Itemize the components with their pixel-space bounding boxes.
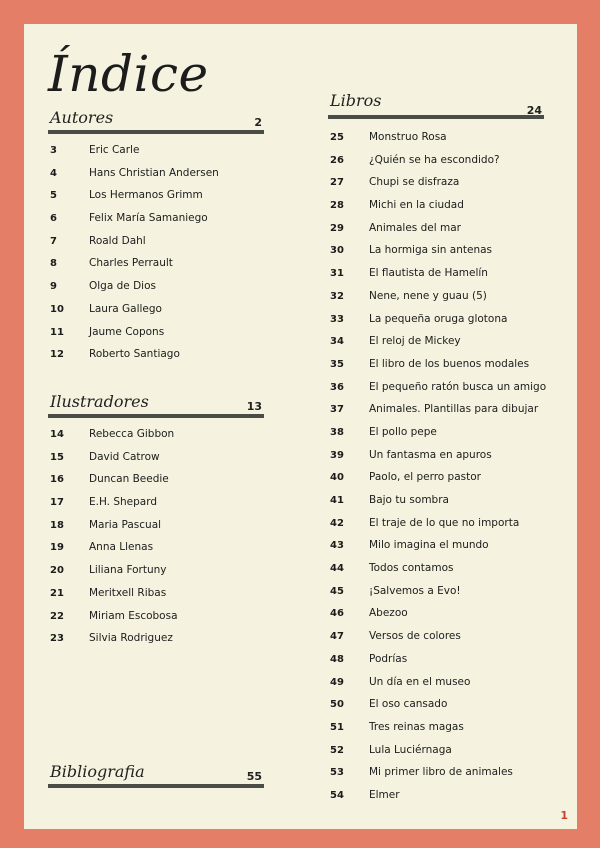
list-item[interactable] <box>328 192 544 215</box>
item-label: Chupi se disfraza <box>369 176 460 189</box>
item-page-number: 43 <box>330 540 344 552</box>
item-page-number: 23 <box>50 633 64 645</box>
list-item[interactable] <box>328 646 544 669</box>
item-label: Tres reinas magas <box>369 720 464 733</box>
item-page-number: 14 <box>50 429 64 440</box>
section-bibliografia <box>48 756 264 788</box>
item-page-number: 49 <box>330 676 344 688</box>
item-label: El flautista de Hamelín <box>369 267 488 280</box>
list-item[interactable] <box>328 374 547 397</box>
list-item[interactable] <box>328 237 544 260</box>
item-label: Hans Christian Andersen <box>89 166 219 179</box>
list-item[interactable] <box>48 625 264 648</box>
item-page-number: 16 <box>50 474 64 486</box>
item-page-number: 48 <box>330 653 344 665</box>
item-page-number: 10 <box>50 303 64 315</box>
section-divider <box>328 115 544 119</box>
item-page-number: 7 <box>50 235 57 247</box>
item-label: El reloj de Mickey <box>369 335 461 348</box>
item-page-number: 44 <box>330 563 344 575</box>
item-page-number: 47 <box>330 631 344 643</box>
list-item[interactable] <box>48 466 264 489</box>
item-label: Mi primer libro de animales <box>369 766 513 779</box>
item-label: David Catrow <box>89 450 160 463</box>
section-title: Ilustradores <box>50 392 149 411</box>
item-page-number: 45 <box>330 585 344 597</box>
item-label: Todos contamos <box>369 562 454 575</box>
item-label: Paolo, el perro pastor <box>369 471 481 484</box>
item-label: Abezoo <box>369 607 408 620</box>
item-label: Charles Perrault <box>89 257 173 270</box>
item-page-number: 39 <box>330 449 344 461</box>
item-page-number: 11 <box>50 326 64 338</box>
section-divider <box>48 414 264 418</box>
item-page-number: 36 <box>330 381 344 393</box>
list-item[interactable] <box>328 464 544 487</box>
item-label: Maria Pascual <box>89 518 162 531</box>
item-page-number: 32 <box>330 290 344 302</box>
item-page-number: 42 <box>330 517 344 529</box>
item-page-number: 8 <box>50 258 57 270</box>
item-label: Un día en el museo <box>369 675 471 688</box>
list-item[interactable] <box>48 228 264 251</box>
page-title: Índice <box>48 45 209 103</box>
list-item[interactable] <box>48 421 264 444</box>
list-item[interactable] <box>48 557 264 580</box>
item-page-number: 34 <box>330 336 344 348</box>
list-item[interactable] <box>328 419 544 442</box>
section-page-number: 2 <box>254 116 262 129</box>
list-item[interactable] <box>48 137 264 160</box>
item-page-number: 4 <box>50 167 57 179</box>
list-item[interactable] <box>48 341 264 364</box>
item-label: Monstruo Rosa <box>369 131 447 143</box>
item-label: Liliana Fortuny <box>89 564 167 577</box>
section-header <box>48 756 264 784</box>
item-page-number: 3 <box>50 145 57 156</box>
item-label: Milo imagina el mundo <box>369 539 489 552</box>
list-item[interactable] <box>328 283 544 306</box>
item-label: Lula Luciérnaga <box>369 743 452 756</box>
list-item[interactable] <box>328 600 544 623</box>
item-label: La hormiga sin antenas <box>369 244 493 257</box>
ilustradores-list <box>48 421 264 648</box>
list-item[interactable] <box>328 510 544 533</box>
list-item[interactable] <box>328 487 544 510</box>
item-page-number: 15 <box>50 451 64 463</box>
section-header <box>48 386 264 414</box>
list-item[interactable] <box>328 215 544 238</box>
item-page-number: 12 <box>50 349 64 361</box>
list-item[interactable] <box>328 351 544 374</box>
item-page-number: 21 <box>50 587 64 599</box>
section-title: Bibliografia <box>50 762 145 781</box>
item-page-number: 26 <box>330 154 344 166</box>
section-header <box>48 102 264 130</box>
item-label: Rebecca Gibbon <box>89 428 175 440</box>
item-label: Meritxell Ribas <box>89 586 167 599</box>
item-label: El pequeño ratón busca un amigo <box>369 380 547 393</box>
list-item[interactable] <box>48 444 264 467</box>
item-label: Nene, nene y guau (5) <box>369 289 487 302</box>
list-item[interactable] <box>328 396 544 419</box>
item-page-number: 51 <box>330 721 344 733</box>
item-label: El pollo pepe <box>369 425 437 438</box>
list-item[interactable] <box>328 442 544 465</box>
item-label: Animales del mar <box>369 221 461 234</box>
item-label: Olga de Dios <box>89 280 156 293</box>
item-label: Michi en la ciudad <box>369 199 464 212</box>
item-page-number: 18 <box>50 519 64 531</box>
item-page-number: 5 <box>50 190 57 202</box>
list-item[interactable] <box>48 489 264 512</box>
list-item[interactable] <box>328 328 544 351</box>
libros-list <box>328 124 547 805</box>
list-item[interactable] <box>328 260 544 283</box>
item-page-number: 28 <box>330 200 344 212</box>
list-item[interactable] <box>328 306 544 329</box>
item-page-number: 17 <box>50 497 64 509</box>
item-label: Laura Gallego <box>89 302 162 315</box>
item-page-number: 54 <box>330 789 344 801</box>
list-item[interactable] <box>48 273 264 296</box>
item-label: Un fantasma en apuros <box>369 448 492 461</box>
item-label: ¡Salvemos a Evo! <box>369 584 461 597</box>
list-item[interactable] <box>328 147 544 170</box>
list-item[interactable] <box>48 512 264 535</box>
list-item[interactable] <box>328 691 544 714</box>
list-item[interactable] <box>328 169 544 192</box>
list-item[interactable] <box>48 534 264 557</box>
list-item[interactable] <box>48 160 264 183</box>
item-label: El traje de lo que no importa <box>369 516 520 529</box>
list-item[interactable] <box>48 250 264 273</box>
list-item[interactable] <box>48 296 264 319</box>
section-page-number: 24 <box>526 104 542 117</box>
list-item[interactable] <box>48 603 264 626</box>
item-label: Eric Carle <box>89 144 140 156</box>
section-divider <box>48 784 264 788</box>
item-label: Roberto Santiago <box>89 348 180 361</box>
item-label: Animales. Plantillas para dibujar <box>369 403 539 416</box>
item-page-number: 33 <box>330 313 344 325</box>
item-page-number: 52 <box>330 744 344 756</box>
list-item[interactable] <box>48 205 264 228</box>
item-label: E.H. Shepard <box>89 496 158 509</box>
item-page-number: 19 <box>50 542 64 554</box>
item-page-number: 50 <box>330 699 344 711</box>
section-page-number: 13 <box>246 400 262 413</box>
item-page-number: 37 <box>330 404 344 416</box>
item-label: Roald Dahl <box>89 234 146 247</box>
list-item[interactable] <box>48 182 264 205</box>
item-page-number: 53 <box>330 767 344 779</box>
item-page-number: 27 <box>330 177 344 189</box>
item-page-number: 9 <box>50 281 57 293</box>
list-item[interactable] <box>328 124 544 147</box>
list-item[interactable] <box>328 759 544 782</box>
item-page-number: 40 <box>330 472 344 484</box>
list-item[interactable] <box>328 669 544 692</box>
item-label: Jaume Copons <box>89 325 165 338</box>
item-label: Silvia Rodriguez <box>89 632 173 645</box>
item-label: La pequeña oruga glotona <box>369 312 508 325</box>
section-ilustradores <box>48 386 264 648</box>
item-page-number: 20 <box>50 565 64 577</box>
item-label: Los Hermanos Grimm <box>89 189 203 202</box>
list-item[interactable] <box>328 737 544 760</box>
section-title: Libros <box>330 91 382 110</box>
item-label: Felix María Samaniego <box>89 212 208 225</box>
item-page-number: 30 <box>330 245 344 257</box>
section-autores <box>48 102 264 364</box>
item-page-number: 35 <box>330 358 344 370</box>
list-item[interactable] <box>328 782 544 805</box>
item-label: Miriam Escobosa <box>89 609 178 622</box>
list-item[interactable] <box>328 714 544 737</box>
section-libros <box>328 89 547 805</box>
item-label: Versos de colores <box>369 630 461 643</box>
item-page-number: 41 <box>330 495 344 506</box>
item-label: ¿Quién se ha escondido? <box>369 153 500 166</box>
section-header <box>328 89 544 115</box>
section-divider <box>48 130 264 134</box>
item-page-number: 38 <box>330 426 344 438</box>
list-item[interactable] <box>328 578 544 601</box>
list-item[interactable] <box>328 555 544 578</box>
list-item[interactable] <box>48 580 264 603</box>
item-page-number: 6 <box>50 213 57 225</box>
item-page-number: 29 <box>330 222 344 234</box>
item-label: El oso cansado <box>369 698 448 711</box>
list-item[interactable] <box>48 319 264 342</box>
item-page-number: 22 <box>50 610 64 622</box>
section-title: Autores <box>50 108 114 127</box>
autores-list <box>48 137 264 364</box>
section-page-number: 55 <box>246 770 262 783</box>
item-page-number: 46 <box>330 608 344 620</box>
item-page-number: 25 <box>330 132 344 143</box>
item-label: Duncan Beedie <box>89 473 169 486</box>
item-label: Bajo tu sombra <box>369 494 449 506</box>
item-label: Podrías <box>369 652 408 665</box>
item-label: El libro de los buenos modales <box>369 357 530 370</box>
item-page-number: 31 <box>330 268 344 280</box>
list-item[interactable] <box>328 623 544 646</box>
item-label: Anna Llenas <box>89 541 154 554</box>
page-number: 1 <box>560 809 568 822</box>
list-item[interactable] <box>328 532 544 555</box>
item-label: Elmer <box>369 788 400 801</box>
